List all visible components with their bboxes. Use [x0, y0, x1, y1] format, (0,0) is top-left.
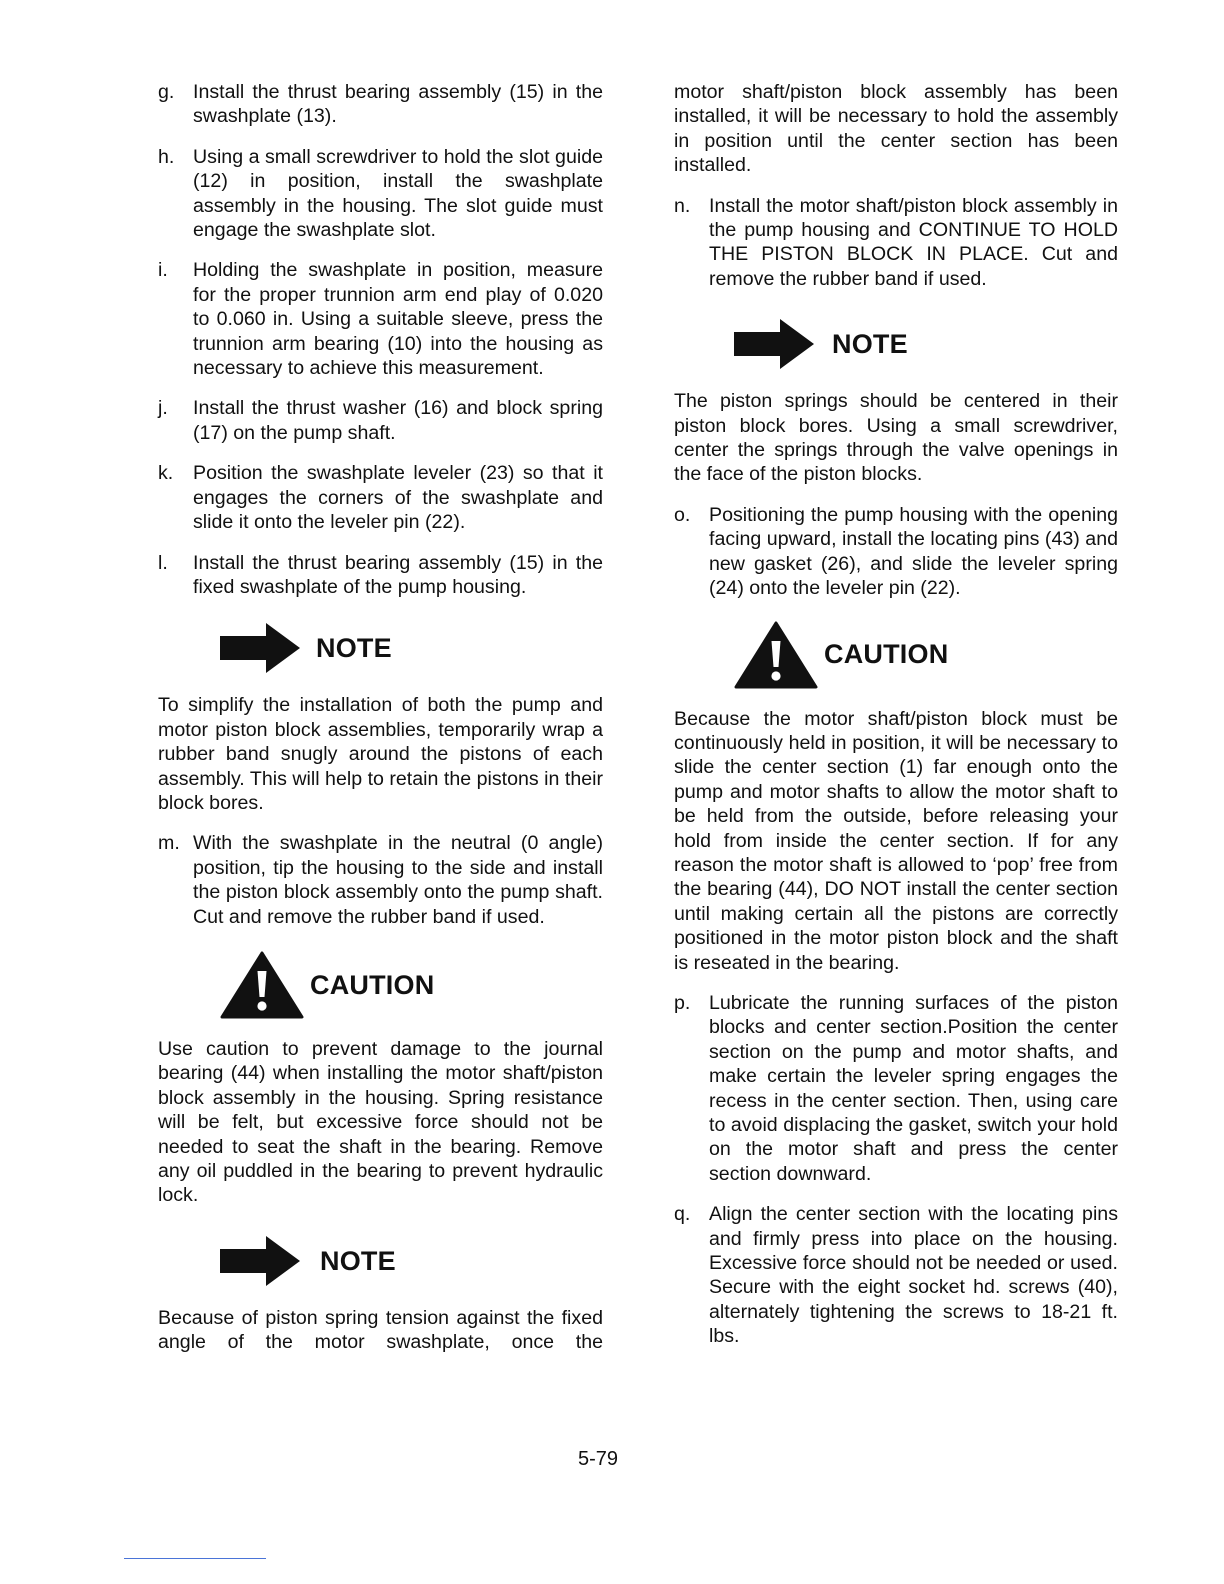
step-text: Position the swashplate leveler (23) so that it engages the corners of the swashplate and slide it onto the leveler pin (22).: [193, 462, 603, 534]
arrow-right-icon: [220, 623, 300, 673]
step-k: [158, 461, 603, 534]
step-letter: o.: [674, 503, 691, 526]
step-letter: l.: [158, 551, 168, 574]
note-heading: [734, 319, 1118, 369]
step-text: Holding the swashplate in position, measure for the proper trunnion arm end play of 0.020 to 0.060 in. Using a suitable sleeve, press the trunnion arm bearing (10) into the housing as necessary to achieve this measurement.: [193, 259, 603, 380]
caution-text: Use caution to prevent damage to the journal bearing (44) when installing the motor shaft/piston block assembly in the housing. Spring resistance will be felt, but excessive force should not be needed to seat the shaft in the bearing. Remove any oil puddled in the bearing to prevent hydraulic lock.: [158, 1037, 603, 1207]
note-label: NOTE: [316, 633, 392, 664]
step-text: Positioning the pump housing with the opening facing upward, install the locating pins (43) and new gasket (26), and slide the leveler spring (24) onto the leveler pin (22).: [709, 503, 1118, 600]
step-text: Install the thrust bearing assembly (15) in the fixed swashplate of the pump housing.: [193, 551, 603, 598]
step-letter: j.: [158, 397, 168, 420]
step-o: [674, 503, 1118, 601]
step-text: With the swashplate in the neutral (0 angle) position, tip the housing to the side and install the piston block assembly onto the pump shaft. Cut and remove the rubber band if used.: [193, 832, 603, 928]
note-text: The piston springs should be centered in their piston block bores. Using a small screwdriver, center the springs through the valve openings in the face of the piston blocks.: [674, 390, 1118, 486]
note-text: Because of piston spring tension against the fixed angle of the motor swashplate, once the: [158, 1306, 603, 1354]
step-m: [158, 831, 603, 929]
step-l: [158, 551, 603, 600]
step-i: [158, 258, 603, 380]
step-letter: p.: [674, 991, 691, 1014]
step-letter: n.: [674, 194, 691, 217]
step-letter: h.: [158, 145, 175, 168]
step-letter: m.: [158, 832, 180, 855]
arrow-right-icon: [734, 319, 814, 369]
step-text: Install the motor shaft/piston block assembly in the pump housing and CONTINUE TO HOLD THE PISTON BLOCK IN PLACE. Cut and remove the rubber band if used.: [709, 194, 1118, 290]
step-text: Install the thrust bearing assembly (15) in the swashplate (13).: [193, 81, 603, 128]
caution-heading: [734, 621, 1118, 689]
step-q: [674, 1202, 1118, 1348]
step-letter: i.: [158, 259, 168, 282]
caution-heading: [220, 951, 603, 1019]
step-h: [158, 145, 603, 243]
page-number: 5-79: [578, 1448, 619, 1470]
note-heading: [220, 1236, 603, 1286]
warning-triangle-icon: [734, 621, 818, 689]
note-label: NOTE: [832, 329, 908, 360]
note-heading: [220, 623, 603, 673]
step-n: [674, 194, 1118, 292]
left-column: [158, 80, 603, 1371]
step-p: [674, 991, 1118, 1186]
arrow-right-icon: [220, 1236, 300, 1286]
step-letter: k.: [158, 462, 174, 485]
step-text: Lubricate the running surfaces of the piston blocks and center section.Position the center section on the pump and motor shafts, and make certain the leveler spring engages the recess in the center section. Then, using care to avoid displacing the gasket, switch your hold on the motor shaft and press the center section downward.: [709, 991, 1118, 1185]
caution-label: CAUTION: [824, 639, 949, 670]
note-label: NOTE: [320, 1245, 396, 1276]
footer-rule: [124, 1558, 266, 1559]
step-text: Using a small screwdriver to hold the slot guide (12) in position, install the swashplate assembly in the housing. The slot guide must engage the swashplate slot.: [193, 145, 603, 242]
step-text: Align the center section with the locating pins and firmly press into place on the housing. Excessive force should not be needed or used. Secure with the eight socket hd. screws (40), alternately tightening the screws to 18-21 ft. lbs.: [709, 1203, 1118, 1348]
caution-text: Because the motor shaft/piston block must be continuously held in position, it will be necessary to slide the center section (1) far enough onto the pump and motor shafts to allow the motor shaft to be held from the outside, before releasing your hold from inside the center section. If for any reason the motor shaft is allowed to ‘pop’ free from the bearing (44), DO NOT install the center section until making certain all the pistons are correctly positioned in the motor piston block and the shaft is reseated in the bearing.: [674, 707, 1118, 974]
step-letter: g.: [158, 81, 175, 103]
step-letter: q.: [674, 1203, 691, 1226]
warning-triangle-icon: [220, 951, 304, 1019]
continued-text: motor shaft/piston block assembly has been installed, it will be necessary to hold the assembly in position until the center section has been installed.: [674, 81, 1118, 177]
caution-label: CAUTION: [310, 969, 435, 1000]
step-text: Install the thrust washer (16) and block spring (17) on the pump shaft.: [193, 397, 603, 444]
step-j: [158, 396, 603, 445]
note-text: To simplify the installation of both the pump and motor piston block assemblies, temporarily wrap a rubber band snugly around the pistons of each assembly. This will help to retain the pistons in their block bores.: [158, 694, 603, 814]
step-g: [158, 80, 603, 129]
right-column: [674, 80, 1118, 1365]
